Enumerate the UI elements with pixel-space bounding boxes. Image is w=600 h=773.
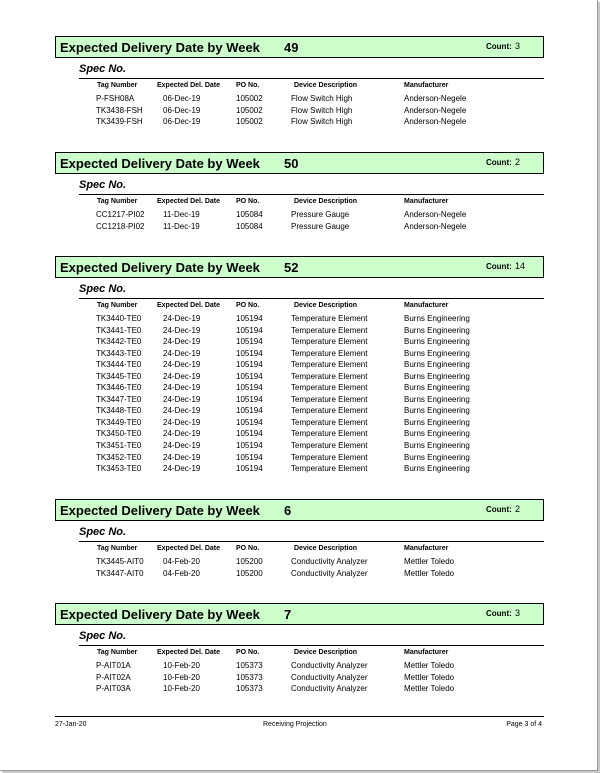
tag-number-cell: P-AIT03A [96,684,131,694]
po-number-cell: 105002 [236,117,263,127]
count-value: 3 [515,41,521,51]
po-number-cell: 105194 [236,371,263,381]
table-row [55,569,544,581]
tag-number-cell: TK3447-TE0 [96,394,142,404]
col-po-number: PO No. [236,649,260,656]
po-number-cell: 105194 [236,314,263,323]
manufacturer-cell: Mettler Toledo [404,684,455,694]
column-headers [55,545,544,557]
tag-number-cell: TK3451-TE0 [96,441,142,451]
week-number: 52 [284,260,299,275]
table-row [55,372,544,384]
col-expected-date: Expected Del. Date [157,198,221,205]
table-row [55,94,544,106]
col-device-description: Device Description [294,198,358,205]
manufacturer-cell: Anderson-Negele [404,210,467,219]
col-po-number: PO No. [236,545,260,552]
device-description-cell: Temperature Element [291,314,368,323]
spec-label: Spec No. [79,526,544,542]
expected-date-cell: 10-Feb-20 [163,684,200,694]
week-section [55,36,544,129]
table-row [55,395,544,407]
tag-number-cell: TK3453-TE0 [96,464,142,474]
table-row [55,314,544,326]
section-title: Expected Delivery Date by Week [60,260,260,275]
device-description-cell: Temperature Element [291,360,368,370]
table-row [55,557,544,569]
device-description-cell: Conductivity Analyzer [291,557,368,566]
manufacturer-cell: Burns Engineering [404,417,470,427]
po-number-cell: 105194 [236,383,263,393]
po-number-cell: 105194 [236,464,263,474]
po-number-cell: 105373 [236,661,263,670]
col-manufacturer: Manufacturer [404,198,449,205]
tag-number-cell: TK3448-TE0 [96,406,142,416]
count-value: 14 [515,261,526,271]
page-footer [55,716,544,728]
spec-label: Spec No. [79,63,544,79]
col-expected-date: Expected Del. Date [157,82,221,89]
manufacturer-cell: Anderson-Negele [404,221,467,231]
device-description-cell: Temperature Element [291,429,368,439]
device-description-cell: Temperature Element [291,452,368,462]
table-row [55,210,544,222]
col-expected-date: Expected Del. Date [157,649,221,656]
count-label: Count: [486,505,512,514]
count-label: Count: [486,42,512,51]
tag-number-cell: P-AIT02A [96,672,131,682]
device-description-cell: Conductivity Analyzer [291,684,368,694]
tag-number-cell: TK3445-AIT0 [96,557,144,566]
expected-date-cell: 10-Feb-20 [163,672,200,682]
col-manufacturer: Manufacturer [404,302,449,309]
tag-number-cell: TK3449-TE0 [96,417,142,427]
tag-number-cell: TK3441-TE0 [96,325,142,335]
count-label: Count: [486,609,512,618]
table-row [55,337,544,349]
tag-number-cell: TK3452-TE0 [96,452,142,462]
row-list [55,210,544,233]
col-tag-number: Tag Number [97,302,138,309]
table-row [55,684,544,696]
table-row [55,673,544,685]
week-header [55,256,544,278]
device-description-cell: Temperature Element [291,441,368,451]
manufacturer-cell: Burns Engineering [404,452,470,462]
expected-date-cell: 06-Dec-19 [163,94,201,103]
po-number-cell: 105194 [236,337,263,347]
count-value: 2 [515,504,521,514]
table-row [55,406,544,418]
manufacturer-cell: Burns Engineering [404,337,470,347]
week-header [55,36,544,58]
expected-date-cell: 04-Feb-20 [163,557,200,566]
po-number-cell: 105194 [236,325,263,335]
manufacturer-cell: Anderson-Negele [404,117,467,127]
po-number-cell: 105194 [236,348,263,358]
tag-number-cell: P-FSH08A [96,94,135,103]
po-number-cell: 105002 [236,105,263,115]
manufacturer-cell: Burns Engineering [404,441,470,451]
row-list [55,314,544,476]
po-number-cell: 105373 [236,672,263,682]
table-row [55,453,544,465]
device-description-cell: Flow Switch High [291,117,353,127]
col-tag-number: Tag Number [97,545,138,552]
tag-number-cell: TK3450-TE0 [96,429,142,439]
table-row [55,360,544,372]
manufacturer-cell: Burns Engineering [404,348,470,358]
manufacturer-cell: Burns Engineering [404,464,470,474]
col-po-number: PO No. [236,198,260,205]
expected-date-cell: 24-Dec-19 [163,371,201,381]
device-description-cell: Temperature Element [291,406,368,416]
expected-date-cell: 06-Dec-19 [163,105,201,115]
spec-label: Spec No. [79,179,544,195]
manufacturer-cell: Burns Engineering [404,314,470,323]
expected-date-cell: 24-Dec-19 [163,429,201,439]
table-row [55,326,544,338]
device-description-cell: Flow Switch High [291,105,353,115]
row-list [55,661,544,696]
device-description-cell: Temperature Element [291,417,368,427]
table-row [55,383,544,395]
table-row [55,106,544,118]
manufacturer-cell: Anderson-Negele [404,105,467,115]
column-headers [55,198,544,210]
expected-date-cell: 24-Dec-19 [163,417,201,427]
week-header [55,603,544,625]
col-device-description: Device Description [294,649,358,656]
table-row [55,418,544,430]
count-value: 3 [515,608,521,618]
device-description-cell: Temperature Element [291,383,368,393]
footer-date: 27-Jan-20 [55,721,87,728]
expected-date-cell: 04-Feb-20 [163,568,200,578]
tag-number-cell: TK3444-TE0 [96,360,142,370]
expected-date-cell: 24-Dec-19 [163,348,201,358]
col-expected-date: Expected Del. Date [157,545,221,552]
tag-number-cell: TK3443-TE0 [96,348,142,358]
po-number-cell: 105194 [236,360,263,370]
manufacturer-cell: Burns Engineering [404,325,470,335]
col-manufacturer: Manufacturer [404,545,449,552]
expected-date-cell: 11-Dec-19 [163,210,200,219]
tag-number-cell: TK3445-TE0 [96,371,142,381]
tag-number-cell: TK3447-AIT0 [96,568,144,578]
manufacturer-cell: Mettler Toledo [404,672,455,682]
week-number: 6 [284,503,292,518]
week-section [55,603,544,696]
table-row [55,429,544,441]
tag-number-cell: TK3438-FSH [96,105,143,115]
manufacturer-cell: Mettler Toledo [404,557,455,566]
manufacturer-cell: Mettler Toledo [404,568,455,578]
expected-date-cell: 24-Dec-19 [163,325,201,335]
col-manufacturer: Manufacturer [404,649,449,656]
week-section [55,499,544,580]
po-number-cell: 105084 [236,221,263,231]
tag-number-cell: P-AIT01A [96,661,131,670]
device-description-cell: Temperature Element [291,348,368,358]
week-number: 50 [284,156,299,171]
po-number-cell: 105002 [236,94,263,103]
row-list [55,94,544,129]
tag-number-cell: TK3440-TE0 [96,314,142,323]
col-manufacturer: Manufacturer [404,82,449,89]
po-number-cell: 105373 [236,684,263,694]
po-number-cell: 105194 [236,441,263,451]
count-value: 2 [515,157,521,167]
expected-date-cell: 24-Dec-19 [163,452,201,462]
po-number-cell: 105194 [236,452,263,462]
po-number-cell: 105194 [236,406,263,416]
device-description-cell: Temperature Element [291,394,368,404]
col-device-description: Device Description [294,545,358,552]
device-description-cell: Temperature Element [291,325,368,335]
row-list [55,557,544,580]
manufacturer-cell: Mettler Toledo [404,661,455,670]
po-number-cell: 105200 [236,568,263,578]
expected-date-cell: 11-Dec-19 [163,221,200,231]
section-title: Expected Delivery Date by Week [60,40,260,55]
manufacturer-cell: Burns Engineering [404,360,470,370]
table-row [55,441,544,453]
device-description-cell: Conductivity Analyzer [291,672,368,682]
spec-label: Spec No. [79,283,544,299]
table-row [55,661,544,673]
column-headers [55,649,544,661]
device-description-cell: Conductivity Analyzer [291,568,368,578]
table-row [55,464,544,476]
device-description-cell: Temperature Element [291,337,368,347]
col-tag-number: Tag Number [97,649,138,656]
expected-date-cell: 24-Dec-19 [163,441,201,451]
expected-date-cell: 24-Dec-19 [163,464,201,474]
device-description-cell: Pressure Gauge [291,210,350,219]
section-title: Expected Delivery Date by Week [60,156,260,171]
device-description-cell: Temperature Element [291,464,368,474]
table-row [55,117,544,129]
expected-date-cell: 10-Feb-20 [163,661,200,670]
section-title: Expected Delivery Date by Week [60,503,260,518]
po-number-cell: 105200 [236,557,263,566]
device-description-cell: Temperature Element [291,371,368,381]
week-section [55,256,544,476]
week-section [55,152,544,233]
expected-date-cell: 24-Dec-19 [163,394,201,404]
device-description-cell: Pressure Gauge [291,221,350,231]
expected-date-cell: 24-Dec-19 [163,383,201,393]
manufacturer-cell: Burns Engineering [404,371,470,381]
col-expected-date: Expected Del. Date [157,302,221,309]
section-title: Expected Delivery Date by Week [60,607,260,622]
column-headers [55,82,544,94]
count-label: Count: [486,262,512,271]
week-number: 7 [284,607,292,622]
col-tag-number: Tag Number [97,82,138,89]
manufacturer-cell: Anderson-Negele [404,94,467,103]
col-tag-number: Tag Number [97,198,138,205]
column-headers [55,302,544,314]
device-description-cell: Flow Switch High [291,94,353,103]
tag-number-cell: CC1217-PI02 [96,210,145,219]
manufacturer-cell: Burns Engineering [404,429,470,439]
expected-date-cell: 24-Dec-19 [163,314,201,323]
expected-date-cell: 24-Dec-19 [163,406,201,416]
expected-date-cell: 24-Dec-19 [163,360,201,370]
device-description-cell: Conductivity Analyzer [291,661,368,670]
po-number-cell: 105194 [236,429,263,439]
week-number: 49 [284,40,299,55]
expected-date-cell: 24-Dec-19 [163,337,201,347]
tag-number-cell: TK3446-TE0 [96,383,142,393]
table-row [55,349,544,361]
spec-label: Spec No. [79,630,544,646]
expected-date-cell: 06-Dec-19 [163,117,201,127]
table-row [55,222,544,234]
col-device-description: Device Description [294,82,358,89]
week-header [55,499,544,521]
po-number-cell: 105194 [236,394,263,404]
week-header [55,152,544,174]
count-label: Count: [486,158,512,167]
po-number-cell: 105084 [236,210,263,219]
footer-title: Receiving Projection [263,721,327,728]
tag-number-cell: TK3439-FSH [96,117,143,127]
tag-number-cell: TK3442-TE0 [96,337,142,347]
col-po-number: PO No. [236,82,260,89]
tag-number-cell: CC1218-PI02 [96,221,145,231]
col-po-number: PO No. [236,302,260,309]
manufacturer-cell: Burns Engineering [404,394,470,404]
col-device-description: Device Description [294,302,358,309]
po-number-cell: 105194 [236,417,263,427]
footer-page-number: Page 3 of 4 [506,721,542,728]
manufacturer-cell: Burns Engineering [404,406,470,416]
manufacturer-cell: Burns Engineering [404,383,470,393]
